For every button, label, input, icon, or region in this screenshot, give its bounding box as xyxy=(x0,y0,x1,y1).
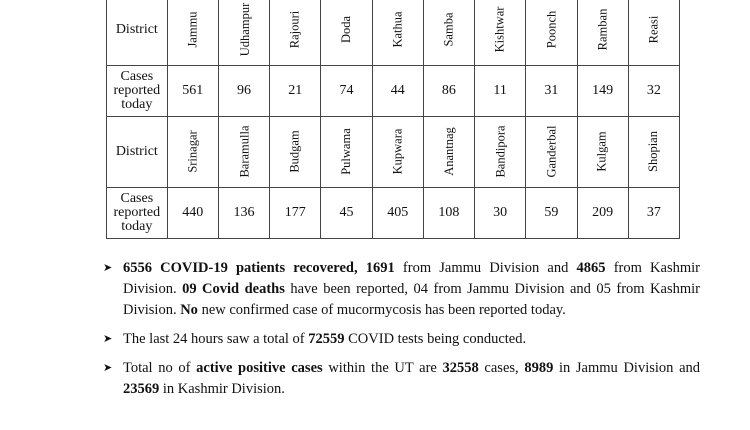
district-names-row xyxy=(107,0,680,66)
district-name-cell xyxy=(167,117,218,188)
district-name-cell xyxy=(475,0,526,66)
case-count-cell: 96 xyxy=(218,66,269,117)
district-name: Reasi xyxy=(646,15,661,44)
district-name: Doda xyxy=(338,15,353,44)
district-name-cell xyxy=(372,117,423,188)
district-names-row xyxy=(107,117,680,188)
table-body xyxy=(107,0,680,239)
case-count-cell: 32 xyxy=(628,66,679,117)
district-name: Kishtwar xyxy=(492,6,507,53)
bullet-active-cases: ➤ Total no of active positive cases within the UT are 32558 cases, 8989 in Jammu Division and 23569 in Kashmir Division. xyxy=(103,360,701,397)
bullet-arrow-icon: ➤ xyxy=(103,362,113,374)
district-name-cell xyxy=(628,117,679,188)
cases-header-cell: Cases reported today xyxy=(107,188,168,239)
cases-row xyxy=(107,188,680,239)
case-count-cell: 136 xyxy=(218,188,269,239)
district-header-cell: District xyxy=(107,117,168,188)
district-name-cell xyxy=(423,0,474,66)
case-count-cell: 11 xyxy=(475,66,526,117)
case-count-cell: 108 xyxy=(423,188,474,239)
case-count-cell: 37 xyxy=(628,188,679,239)
case-count-cell: 209 xyxy=(577,188,628,239)
district-name: Anantnag xyxy=(441,127,456,176)
district-name-cell xyxy=(270,0,321,66)
district-name: Kulgam xyxy=(595,131,610,172)
district-name: Pulwama xyxy=(338,128,353,175)
case-count-cell: 561 xyxy=(167,66,218,117)
district-name-cell xyxy=(526,117,577,188)
bullet-recoveries: ➤ 6556 COVID-19 patients recovered, 1691 from Jammu Division and 4865 from Kashmir Division. 09 Covid deaths have been reported, 04 from Jammu Division and 05 from Kashmir Division. No new confirmed case of mucormycosis has been reported today. xyxy=(103,260,700,318)
district-name: Srinagar xyxy=(185,130,200,173)
case-count-cell: 44 xyxy=(372,66,423,117)
case-count-cell: 74 xyxy=(321,66,372,117)
case-count-cell: 86 xyxy=(423,66,474,117)
district-name-cell xyxy=(577,117,628,188)
district-name-cell xyxy=(526,0,577,66)
district-name: Baramulla xyxy=(237,125,252,178)
district-name-cell xyxy=(475,117,526,188)
district-name: Ganderbal xyxy=(544,125,559,178)
district-header-cell: District xyxy=(107,0,168,66)
district-name-cell xyxy=(218,0,269,66)
district-name: Budgam xyxy=(287,130,302,173)
district-name-cell xyxy=(270,117,321,188)
district-name: Shopian xyxy=(646,131,661,172)
district-name: Samba xyxy=(441,12,456,47)
case-count-cell: 45 xyxy=(321,188,372,239)
case-count-cell: 405 xyxy=(372,188,423,239)
district-cases-table xyxy=(106,0,680,239)
district-name-cell xyxy=(577,0,628,66)
bullet-arrow-icon: ➤ xyxy=(103,262,113,274)
cases-header-cell: Cases reported today xyxy=(107,66,168,117)
district-name-cell xyxy=(167,0,218,66)
bulletin-points xyxy=(100,258,700,408)
case-count-cell: 21 xyxy=(270,66,321,117)
district-name: Kupwara xyxy=(390,128,405,175)
case-count-cell: 31 xyxy=(526,66,577,117)
district-name: Rajouri xyxy=(287,10,302,49)
district-name-cell xyxy=(218,117,269,188)
district-name: Udhampur xyxy=(238,2,253,57)
district-name-cell xyxy=(372,0,423,66)
bullet-arrow-icon: ➤ xyxy=(103,333,113,345)
case-count-cell: 30 xyxy=(475,188,526,239)
case-count-cell: 59 xyxy=(526,188,577,239)
bullet-tests: ➤ The last 24 hours saw a total of 72559 COVID tests being conducted. xyxy=(100,329,700,350)
case-count-cell: 440 xyxy=(167,188,218,239)
district-name: Kathua xyxy=(390,11,405,48)
case-count-cell: 149 xyxy=(577,66,628,117)
district-name: Bandipora xyxy=(493,125,508,178)
district-name: Ramban xyxy=(595,8,610,51)
case-count-cell: 177 xyxy=(270,188,321,239)
cases-row xyxy=(107,66,680,117)
district-name: Poonch xyxy=(543,10,558,49)
district-name-cell xyxy=(628,0,679,66)
district-name-cell xyxy=(321,117,372,188)
district-name-cell xyxy=(321,0,372,66)
district-name-cell xyxy=(423,117,474,188)
district-name: Jammu xyxy=(185,11,200,48)
